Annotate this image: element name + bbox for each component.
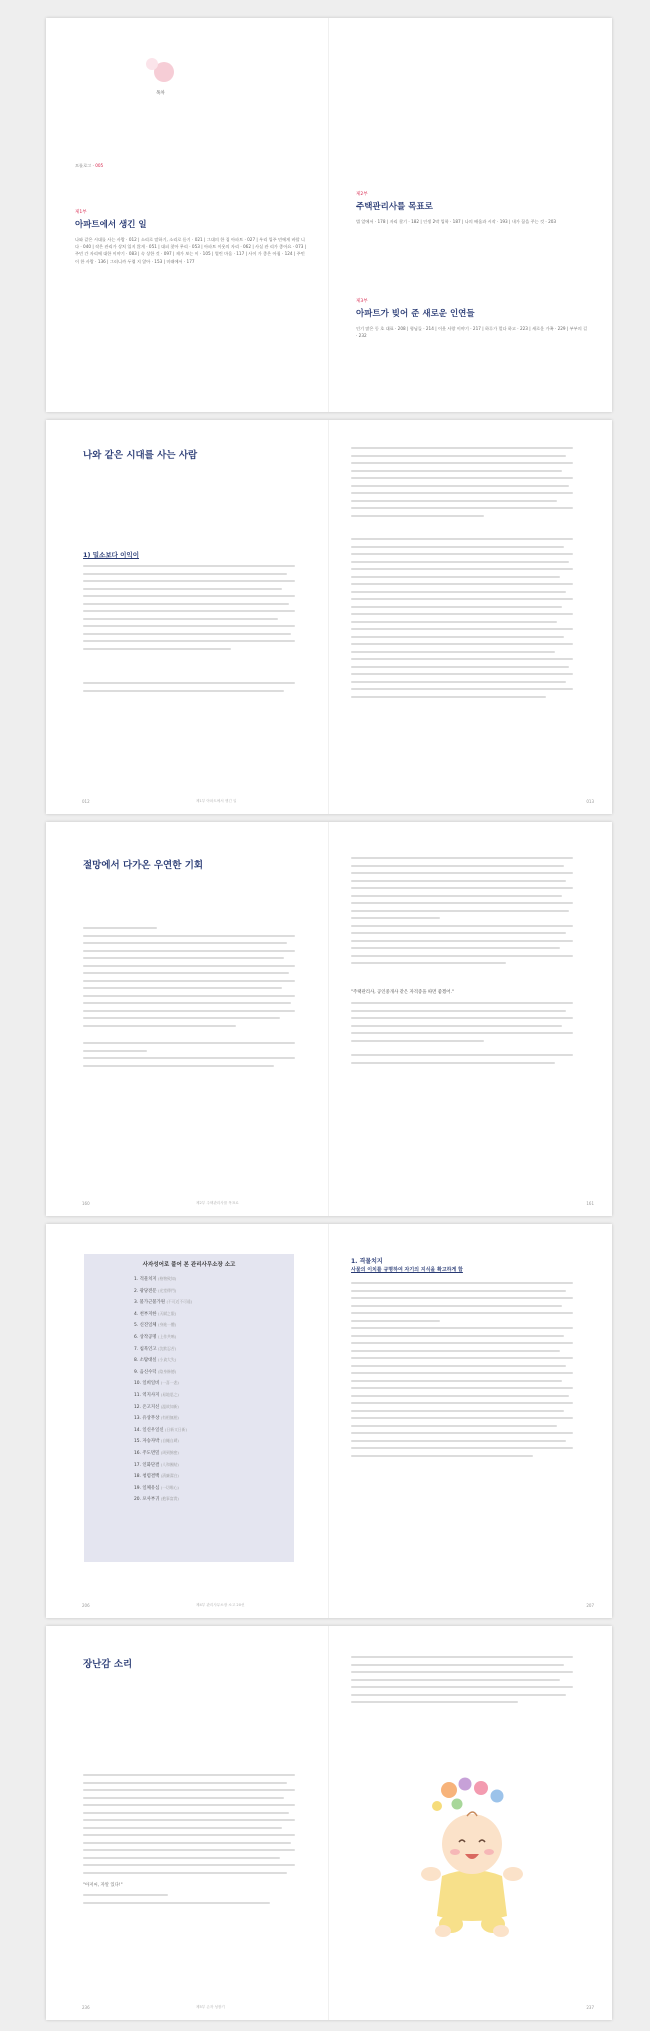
prologue-entry (75, 162, 103, 169)
right-page (329, 1626, 612, 2020)
body-text-block-2 (83, 1894, 295, 1909)
idiom-list-box (84, 1254, 294, 1562)
running-head-left: 제2부 주택관리사를 목표로 (196, 1201, 239, 1205)
idiom-hanja: (天賦之限) (157, 1310, 177, 1316)
page-number-left: 236 (82, 2005, 90, 2010)
idiom-hanja: (有相無相) (160, 1415, 179, 1421)
spread-chapter-2 (46, 822, 612, 1216)
chapter-title: 절망에서 다가온 우연한 기회 (83, 860, 204, 871)
spread-chapter-1 (46, 420, 612, 814)
baby-face (442, 1814, 502, 1874)
toc-left-page (46, 18, 329, 412)
idiom-list-item (134, 1413, 294, 1425)
idiom-label: 20. 포사부귀 (134, 1497, 160, 1503)
idiom-list-item (134, 1436, 294, 1448)
idiom-list-item (134, 1355, 294, 1367)
part2-title: 주택관리사를 목표로 (356, 202, 433, 212)
idiom-label: 13. 유상무상 (134, 1416, 160, 1422)
baby-with-balls-illustration (407, 1776, 537, 1941)
running-head-left: 제4부 관리사무소장 소고 20선 (196, 1603, 245, 1607)
idiom-hanja: (抱事富貴) (160, 1496, 179, 1502)
idiom-label: 14. 일신우일신 (134, 1427, 164, 1433)
idiom-hanja: (上作共鳴) (157, 1333, 177, 1339)
body-text-block-2 (351, 1002, 573, 1047)
prologue-label: 프롤로그 · (75, 163, 94, 168)
toc-right-page (329, 18, 612, 412)
idiom-hanja: (淸廉潔白) (160, 1473, 179, 1479)
running-head-left: 제5부 손자 성장기 (196, 2005, 225, 2009)
idiom-list-item (134, 1309, 294, 1321)
body-text-block (351, 447, 573, 522)
idiom-list-item (134, 1390, 294, 1402)
idiom-label: 12. 온고지신 (134, 1404, 160, 1410)
left-page (46, 822, 329, 1216)
idiom-hanja: (身進一體) (157, 1322, 177, 1328)
spread-chapter-5 (46, 1626, 612, 2020)
idiom-label: 2. 광당전문 (134, 1288, 157, 1294)
right-page (329, 420, 612, 814)
section-subheading: 사물의 이치를 규명하여 자기의 지식을 확고하게 함 (351, 1267, 463, 1273)
idiom-list-item (134, 1320, 294, 1332)
ball-pink (474, 1781, 488, 1795)
body-text-block-2 (83, 682, 295, 697)
right-page (329, 822, 612, 1216)
body-text-block (351, 857, 573, 970)
section-heading: 1) 밀소보다 이익이 (83, 551, 139, 559)
part2-label: 제2부 (356, 192, 368, 197)
toc-deco-circle-small (146, 58, 158, 70)
page-number-left: 206 (82, 1603, 90, 1608)
idiom-hanja: (周到綿密) (160, 1449, 179, 1455)
ball-orange (441, 1782, 457, 1798)
idiom-label: 7. 침묵인고 (134, 1346, 157, 1352)
highlighted-quote: "주택관리사, 공인중개사 같은 자격증을 따면 좋겠어." (351, 990, 454, 995)
idiom-hanja: (溫故知新) (160, 1403, 179, 1409)
page-number-right: 237 (586, 2005, 594, 2010)
idiom-hanja: (人和團結) (160, 1461, 179, 1467)
idiom-label: 6. 상작공명 (134, 1334, 157, 1340)
idiom-hanja: (日新又日新) (165, 1426, 187, 1432)
idiom-list-item (134, 1483, 294, 1495)
idiom-hanja: (不可近不可遠) (166, 1299, 193, 1305)
part3-items: 인기 많은 동 호 대표 · 208 | 형님들 · 214 | 이웃 사랑 이야기 · 217 | 하루가 멀다 하고 · 223 | 새로운 가족 · 229 | 부부의 길 · 232 (356, 326, 588, 339)
idiom-list-item (134, 1471, 294, 1483)
ball-blue (491, 1790, 504, 1803)
body-text-block-3 (351, 1054, 573, 1069)
idiom-list-item (134, 1274, 294, 1286)
body-text-block-2 (351, 538, 573, 703)
idiom-list-item (134, 1494, 294, 1506)
idiom-label: 3. 불가근불가원 (134, 1300, 166, 1306)
prologue-page: 005 (95, 163, 104, 168)
part2-items: 법 앞에서 · 178 | 자리 찾기 · 182 | 인생 2막 입학 · 187 | 나의 배움과 시작 · 193 | 내가 꿈을 꾸는 것 · 203 (356, 219, 557, 224)
idiom-list-item (134, 1367, 294, 1379)
idiom-hanja: (自繩自縛) (160, 1438, 179, 1444)
idiom-label: 4. 천부지한 (134, 1311, 157, 1317)
body-text-block-2 (83, 1042, 295, 1072)
toc-label: 목차 (156, 91, 165, 96)
body-text-block (351, 1282, 573, 1462)
body-text-block (351, 1656, 573, 1709)
running-head-left: 제1부 아파트에서 생긴 일 (196, 799, 237, 803)
idiom-hanja: (沈默忍苦) (157, 1345, 177, 1351)
idiom-label: 18. 청렴결백 (134, 1474, 160, 1480)
part1-items: 나와 같은 시대를 사는 사람 · 012 | 소리로 말하기, 소리로 듣기 · 021 | 그대의 한 집 아파트 · 027 | 우리 입주 민에게 바랍 니다 · 040 | 작은 관리가 상처 입지 않게 · 051 | 대피 찾아 무리 · 053 | 아파트 이웃의 자리 · 062 | 사실 관 리가 좋아요 · 073 | 주민 간 자리에 대한 이야기 · 083 | 속 상한 것 · 097 | 제가 보는 이 · 105 | 열린 마음 · 117 | 사이 가 좋은 아침 · 124 | 주민이 한 사람 · 136 | 그러니까 두렵 지 않아 · 153 | 미래에서 · 177 (75, 237, 307, 264)
left-page (46, 420, 329, 814)
body-text-block (83, 565, 295, 655)
idiom-list (84, 1274, 294, 1506)
left-page (46, 1224, 329, 1618)
dialogue-quote: "아저씨, 자알 있다!" (83, 1883, 123, 1888)
idiom-label: 15. 자승자박 (134, 1439, 160, 1445)
idiom-label: 11. 역지사지 (134, 1392, 160, 1398)
page-number-left: 160 (82, 1201, 90, 1206)
idiom-hanja: (易地思之) (160, 1391, 179, 1397)
spread-table-of-contents (46, 18, 612, 412)
idiom-hanja: (小貪大失) (157, 1357, 177, 1363)
idiom-label: 10. 일희일비 (134, 1381, 160, 1387)
idiom-label: 19. 일체유심 (134, 1485, 160, 1491)
section-heading: 1. 격물치지 (351, 1258, 383, 1265)
idiom-list-title: 사자성어로 풀어 본 관리사무소장 소고 (142, 1262, 236, 1268)
left-page (46, 1626, 329, 2020)
idiom-hanja: (一切唯心) (160, 1484, 179, 1490)
right-page (329, 1224, 612, 1618)
idiom-label: 1. 격물치지 (134, 1277, 157, 1282)
spread-chapter-4 (46, 1224, 612, 1618)
idiom-label: 9. 음신수덕 (134, 1369, 157, 1375)
page-number-right: 013 (586, 799, 594, 804)
ball-green (452, 1799, 463, 1810)
body-text-block (83, 1774, 295, 1879)
idiom-list-item (134, 1332, 294, 1344)
idiom-list-item (134, 1460, 294, 1472)
idiom-list-item (134, 1402, 294, 1414)
idiom-hanja: (一喜一悲) (160, 1380, 179, 1386)
page-number-left: 012 (82, 799, 90, 804)
part1-title: 아파트에서 생긴 일 (75, 220, 147, 230)
chapter-title: 장난감 소리 (83, 1659, 133, 1670)
idiom-list-item (134, 1448, 294, 1460)
ball-yellow (432, 1801, 442, 1811)
part3-title: 아파트가 빚어 준 새로운 인연들 (356, 309, 475, 319)
ball-purple (459, 1778, 472, 1791)
part1-label: 제1부 (75, 210, 87, 215)
page-number-right: 161 (586, 1201, 594, 1206)
idiom-hanja: (格物致知) (157, 1276, 177, 1281)
idiom-label: 5. 신진일체 (134, 1323, 157, 1329)
idiom-label: 8. 소탐대실 (134, 1358, 157, 1364)
page-number-right: 207 (586, 1603, 594, 1608)
idiom-hanja: (光堂傳門) (157, 1287, 177, 1293)
idiom-list-item (134, 1286, 294, 1298)
idiom-list-item (134, 1378, 294, 1390)
chapter-title: 나와 같은 시대를 사는 사람 (83, 450, 198, 461)
idiom-label: 17. 인화단결 (134, 1462, 160, 1468)
idiom-list-item (134, 1344, 294, 1356)
idiom-hanja: (陰身修德) (157, 1368, 177, 1374)
body-text-block (83, 927, 295, 1032)
idiom-list-item (134, 1425, 294, 1437)
part3-label: 제3부 (356, 299, 368, 304)
idiom-label: 16. 주도면밀 (134, 1450, 160, 1456)
idiom-list-item (134, 1297, 294, 1309)
